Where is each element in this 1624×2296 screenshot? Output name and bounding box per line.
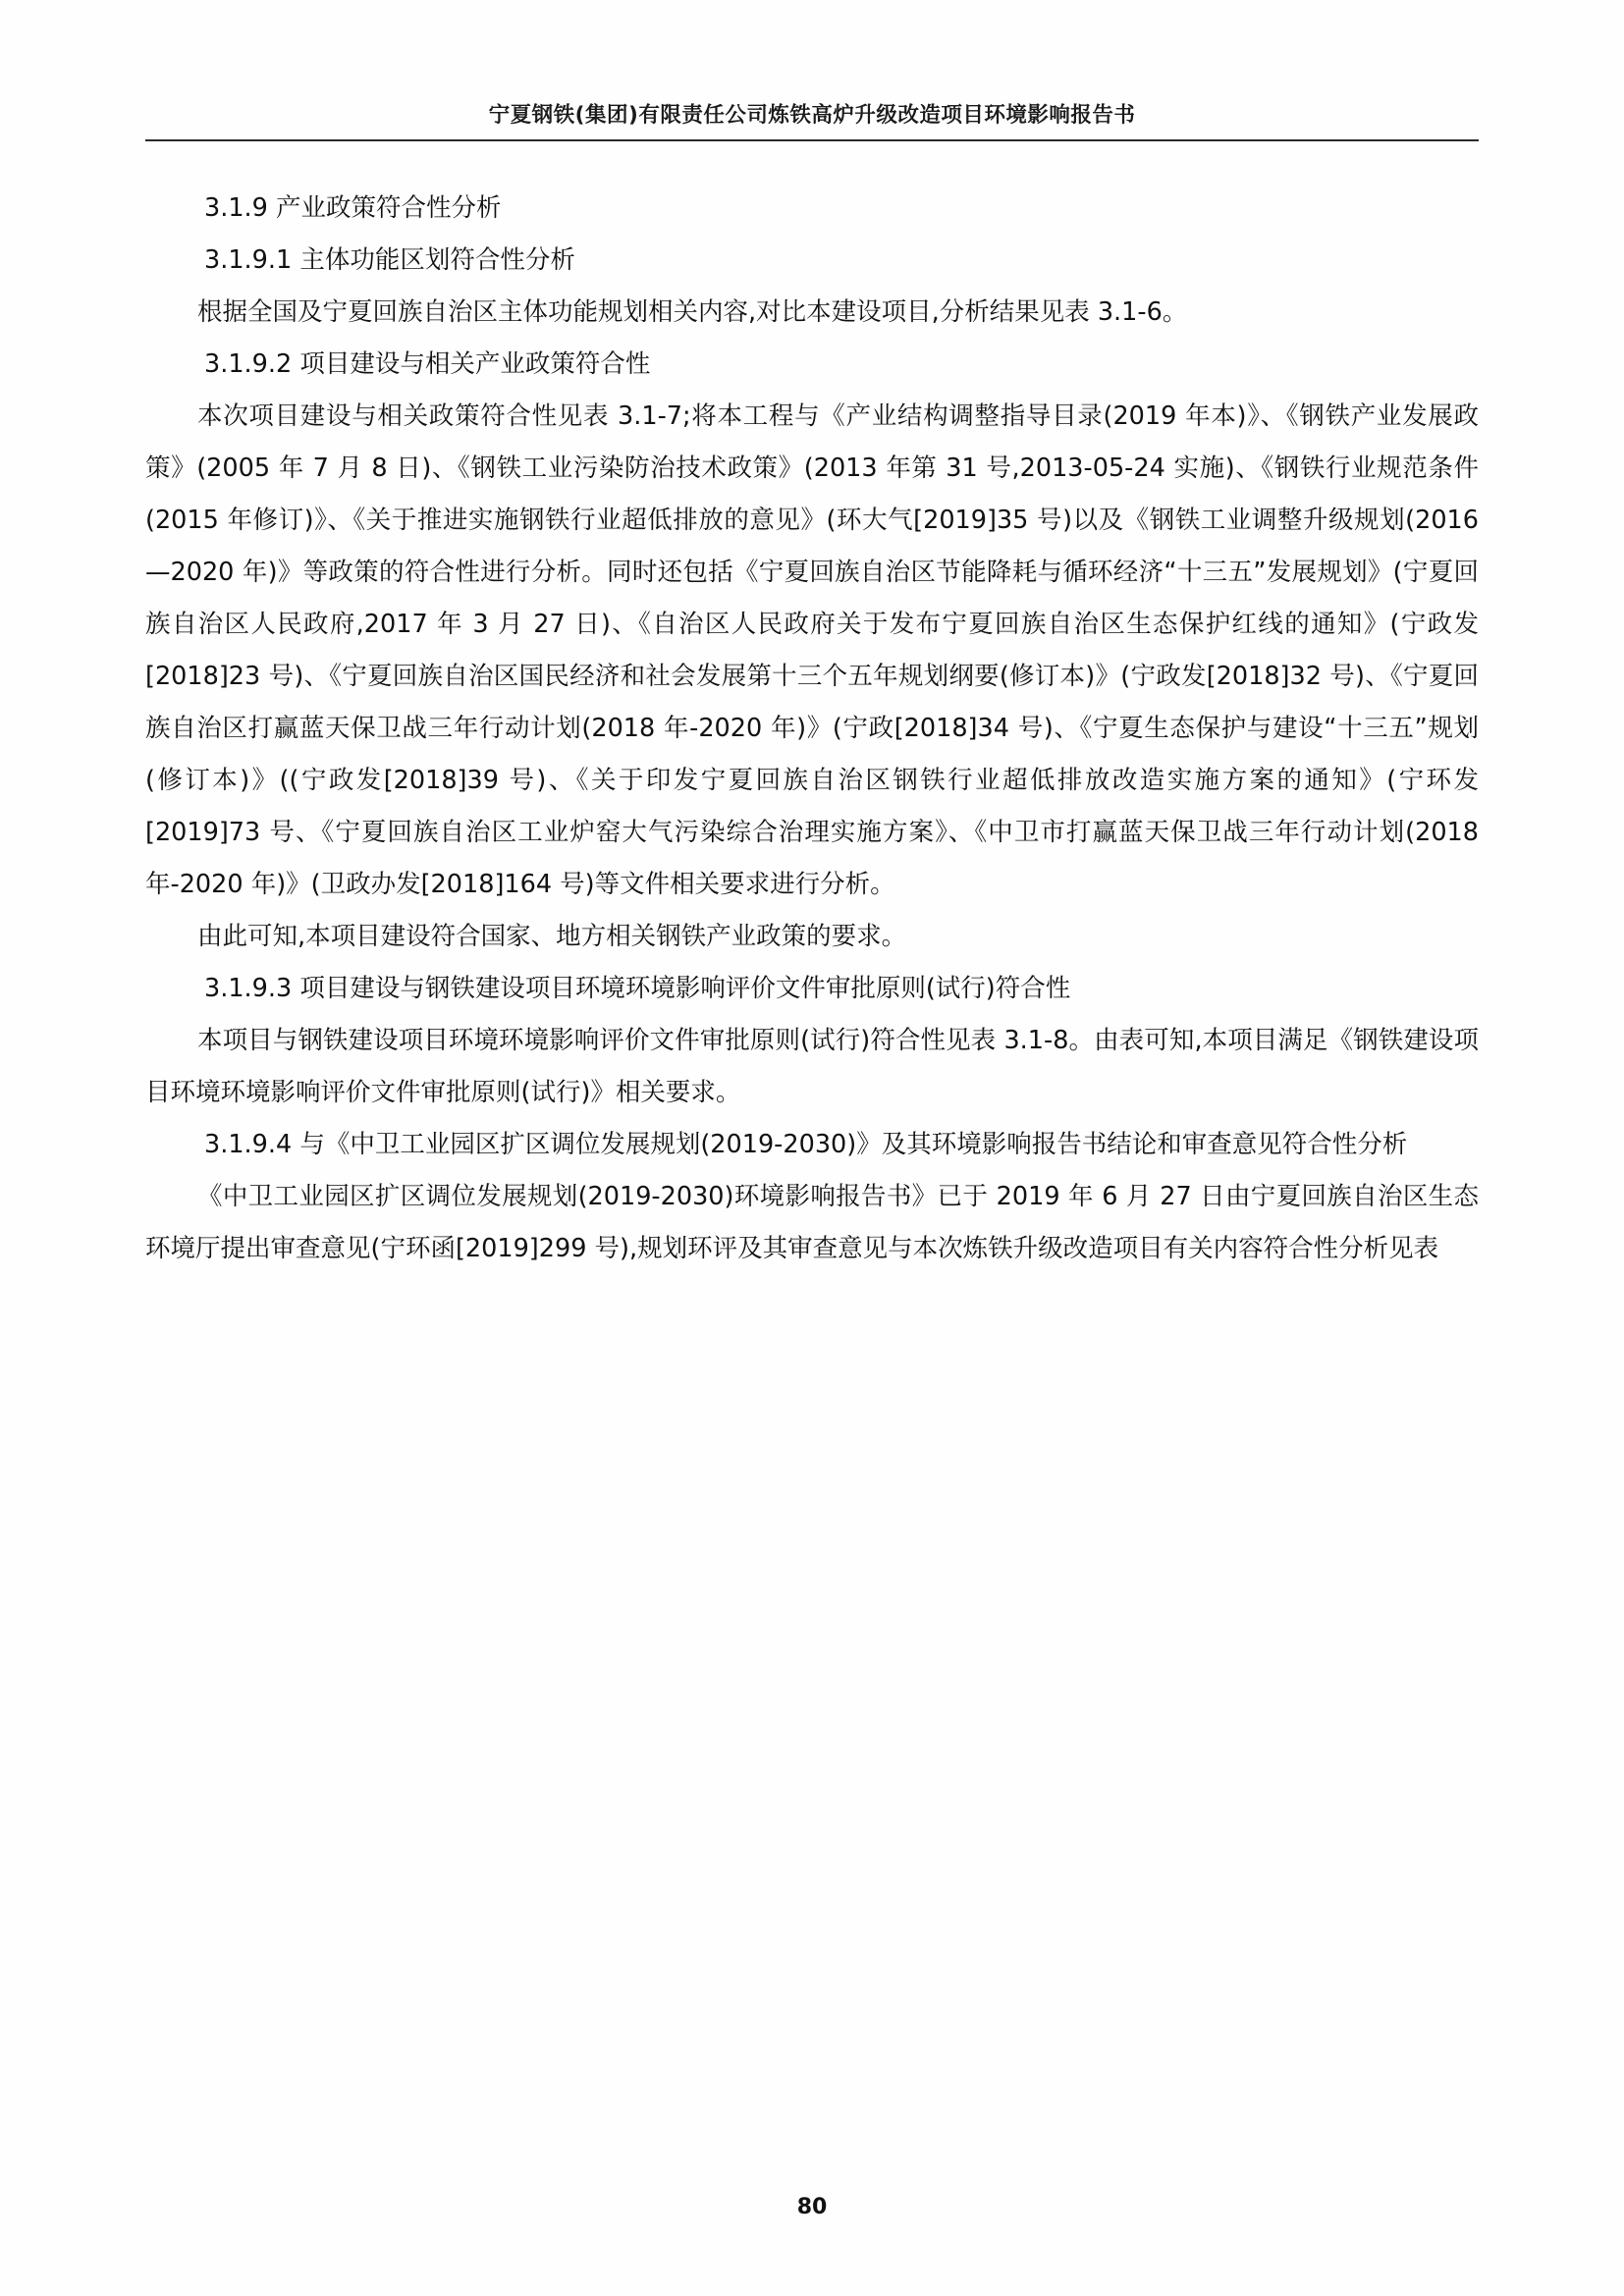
paragraph-3-1-9-2: 本次项目建设与相关政策符合性见表 3.1-7;将本工程与《产业结构调整指导目录(2019 年本)》、《钢铁产业发展政策》(2005 年 7 月 8 日)、《钢铁工业污染防治技术政策》(2013 年第 31 号,2013-05-24 实施)、《钢铁行业规范条件(2015 年修订)》、《关于推进实施钢铁行业超低排放的意见》(环大气[2019]35 号)以及《钢铁工业调整升级规划(2016—2020 年)》等政策的符合性进行分析。同时还包括《宁夏回族自治区节能降耗与循环经济“十三五”发展规划》(宁夏回族自治区人民政府,2017 年 3 月 27 日)、《自治区人民政府关于发布宁夏回族自治区生态保护红线的通知》(宁政发[2018]23 号)、《宁夏回族自治区国民经济和社会发展第十三个五年规划纲要(修订本)》(宁政发[2018]32 号)、《宁夏回族自治区打赢蓝天保卫战三年行动计划(2018 年-2020 年)》(宁政[2018]34 号)、《宁夏生态保护与建设“十三五”规划(修订本)》((宁政发[2018]39 号)、《关于印发宁夏回族自治区钢铁行业超低排放改造实施方案的通知》(宁环发[2019]73 号、《宁夏回族自治区工业炉窑大气污染综合治理实施方案》、《中卫市打赢蓝天保卫战三年行动计划(2018 年-2020 年)》(卫政办发[2018]164 号)等文件相关要求进行分析。	[145, 401, 1479, 899]
paragraph-3-1-9-3: 本项目与钢铁建设项目环境环境影响评价文件审批原则(试行)符合性见表 3.1-8。由表可知,本项目满足《钢铁建设项目环境环境影响评价文件审批原则(试行)》相关要求。	[145, 1026, 1479, 1107]
document-body	[145, 183, 1479, 1275]
heading-3-1-9-4: 3.1.9.4 与《中卫工业园区扩区调位发展规划(2019-2030)》及其环境影响报告书结论和审查意见符合性分析	[204, 1130, 1408, 1159]
page-header-title: 宁夏钢铁(集团)有限责任公司炼铁高炉升级改造项目环境影响报告书	[488, 103, 1136, 128]
page-number: 80	[796, 2195, 828, 2219]
heading-3-1-9: 3.1.9 产业政策符合性分析	[204, 193, 502, 223]
heading-3-1-9-3: 3.1.9.3 项目建设与钢铁建设项目环境环境影响评价文件审批原则(试行)符合性	[204, 974, 1071, 1003]
heading-3-1-9-2: 3.1.9.2 项目建设与相关产业政策符合性	[204, 349, 651, 379]
paragraph-3-1-9-1: 根据全国及宁夏回族自治区主体功能规划相关内容,对比本建设项目,分析结果见表 3.1-6。	[197, 297, 1188, 327]
paragraph-policy-conclusion: 由此可知,本项目建设符合国家、地方相关钢铁产业政策的要求。	[197, 922, 907, 951]
heading-3-1-9-1: 3.1.9.1 主体功能区划符合性分析	[204, 245, 575, 275]
paragraph-3-1-9-4: 《中卫工业园区扩区调位发展规划(2019-2030)环境影响报告书》已于 2019 年 6 月 27 日由宁夏回族自治区生态环境厅提出审查意见(宁环函[2019]299 号),规划环评及其审查意见与本次炼铁升级改造项目有关内容符合性分析见表	[145, 1182, 1479, 1263]
header-divider	[145, 139, 1479, 141]
